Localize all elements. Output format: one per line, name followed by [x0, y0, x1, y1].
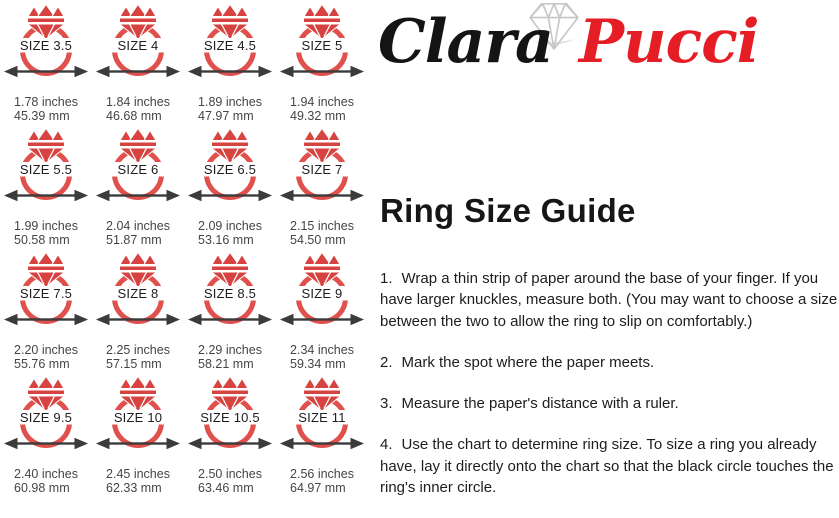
ring-diagram: [185, 128, 275, 214]
ring-size-cell: [92, 4, 184, 128]
size-label: SIZE 5: [301, 37, 343, 53]
ring-size-cell: [276, 376, 368, 500]
ring-diagram: [185, 4, 275, 90]
mm-value: 60.98 mm: [14, 481, 70, 496]
measurements: [106, 467, 170, 496]
ring-diagram: [93, 128, 183, 214]
ring-diagram: [277, 252, 367, 338]
measurements: [14, 467, 78, 496]
inches-value: 2.50 inches: [198, 467, 262, 481]
mm-value: 50.58 mm: [14, 233, 70, 248]
step-number: 1.: [380, 270, 393, 287]
size-label: SIZE 6.5: [203, 161, 257, 177]
mm-value: 64.97 mm: [290, 481, 346, 496]
ring-size-cell: [0, 128, 92, 252]
mm-value: 63.46 mm: [198, 481, 254, 496]
step-number: 3.: [380, 395, 393, 413]
measurements: [198, 467, 262, 496]
ring-diagram: [1, 376, 91, 462]
measurements: [14, 343, 78, 372]
guide-step-2: [380, 352, 838, 373]
ring-size-cell: [92, 376, 184, 500]
guide-step-3: [380, 393, 838, 414]
ring-diagram: [1, 128, 91, 214]
measurements: [14, 219, 78, 248]
inches-value: 2.40 inches: [14, 467, 78, 481]
measurements: [106, 219, 170, 248]
mm-value: 45.39 mm: [14, 109, 70, 124]
guide-step-1: [380, 268, 838, 332]
guide-title: Ring Size Guide: [380, 192, 636, 229]
step-text: Use the chart to determine ring size. To size a ring you already have, lay it directly onto the chart so that the black circle touches the ring's inner circle.: [380, 436, 834, 497]
size-label: SIZE 7: [301, 161, 343, 177]
ring-diagram: [277, 376, 367, 462]
ring-size-cell: [0, 252, 92, 376]
ring-size-cell: [276, 128, 368, 252]
inches-value: 2.20 inches: [14, 343, 78, 357]
ring-size-cell: [276, 252, 368, 376]
size-label: SIZE 11: [298, 409, 346, 425]
ring-diagram: [277, 128, 367, 214]
measurements: [14, 95, 78, 124]
size-label: SIZE 8.5: [203, 285, 257, 301]
inches-value: 2.29 inches: [198, 343, 262, 357]
ring-diagram: [185, 252, 275, 338]
ring-diagram: [93, 252, 183, 338]
ring-size-cell: [0, 376, 92, 500]
inches-value: 1.89 inches: [198, 95, 262, 109]
mm-value: 49.32 mm: [290, 109, 346, 124]
ring-size-chart: [0, 4, 370, 500]
size-label: SIZE 9.5: [19, 409, 73, 425]
inches-value: 2.25 inches: [106, 343, 170, 357]
mm-value: 53.16 mm: [198, 233, 254, 248]
ring-diagram: [185, 376, 275, 462]
mm-value: 57.15 mm: [106, 357, 162, 372]
guide-panel: [378, 0, 838, 497]
ring-diagram: [277, 4, 367, 90]
size-label: SIZE 4: [117, 37, 159, 53]
mm-value: 62.33 mm: [106, 481, 162, 496]
inches-value: 1.99 inches: [14, 219, 78, 233]
inches-value: 2.04 inches: [106, 219, 170, 233]
inches-value: 2.45 inches: [106, 467, 170, 481]
ring-diagram: [93, 4, 183, 90]
inches-value: 1.84 inches: [106, 95, 170, 109]
ring-size-cell: [92, 128, 184, 252]
size-label: SIZE 7.5: [19, 285, 73, 301]
ring-diagram: [1, 4, 91, 90]
measurements: [198, 219, 262, 248]
ring-size-cell: [184, 128, 276, 252]
mm-value: 46.68 mm: [106, 109, 162, 124]
measurements: [198, 343, 262, 372]
mm-value: 58.21 mm: [198, 357, 254, 372]
brand-wordmark: [378, 7, 759, 77]
inches-value: 1.78 inches: [14, 95, 78, 109]
mm-value: 59.34 mm: [290, 357, 346, 372]
ring-size-cell: [0, 4, 92, 128]
ring-size-cell: [184, 4, 276, 128]
ring-size-cell: [184, 376, 276, 500]
step-number: 2.: [380, 353, 393, 371]
size-label: SIZE 5.5: [19, 161, 73, 177]
mm-value: 55.76 mm: [14, 357, 70, 372]
inches-value: 2.34 inches: [290, 343, 354, 357]
inches-value: 2.56 inches: [290, 467, 354, 481]
brand-logo: [378, 0, 838, 108]
size-label: SIZE 4.5: [203, 37, 257, 53]
measurements: [106, 343, 170, 372]
ring-diagram: [93, 376, 183, 462]
pucci-wordmark: Pucci: [578, 7, 759, 77]
clara-wordmark: Clara: [378, 7, 553, 77]
step-text: Measure the paper's distance with a ruler.: [401, 395, 679, 413]
ring-size-cell: [92, 252, 184, 376]
inches-value: 1.94 inches: [290, 95, 354, 109]
guide-step-4: [380, 434, 838, 498]
inches-value: 2.09 inches: [198, 219, 262, 233]
mm-value: 47.97 mm: [198, 109, 254, 124]
size-label: SIZE 3.5: [19, 37, 73, 53]
size-label: SIZE 6: [117, 161, 159, 177]
size-label: SIZE 9: [301, 285, 343, 301]
size-label: SIZE 8: [117, 285, 159, 301]
measurements: [290, 467, 354, 496]
ring-size-cell: [184, 252, 276, 376]
inches-value: 2.15 inches: [290, 219, 354, 233]
step-text: Wrap a thin strip of paper around the base of your finger. If you have larger knuckles, measure both. (You may want to choose a size between the two to allow the ring to slip on comfortably.): [380, 270, 838, 330]
mm-value: 54.50 mm: [290, 233, 346, 248]
measurements: [198, 95, 262, 124]
mm-value: 51.87 mm: [106, 233, 162, 248]
measurements: [106, 95, 170, 124]
measurements: [290, 343, 354, 372]
measurements: [290, 95, 354, 124]
ring-size-cell: [276, 4, 368, 128]
step-number: 4.: [380, 436, 393, 454]
ring-diagram: [1, 252, 91, 338]
measurements: [290, 219, 354, 248]
size-label: SIZE 10.5: [200, 409, 260, 425]
step-text: Mark the spot where the paper meets.: [401, 353, 655, 371]
guide-steps: [380, 253, 838, 518]
size-label: SIZE 10: [113, 409, 163, 425]
